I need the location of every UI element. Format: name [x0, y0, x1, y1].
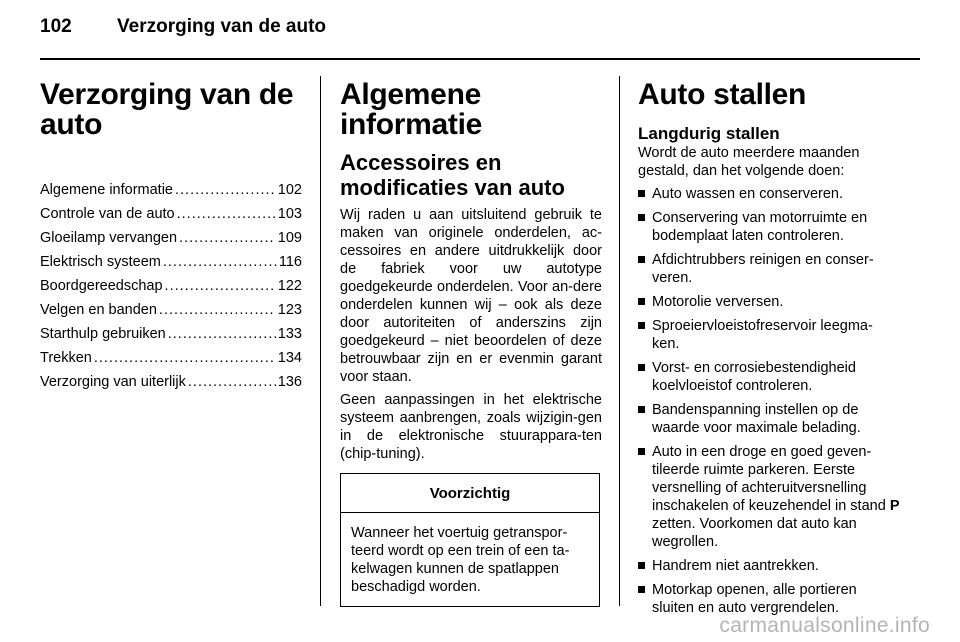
list-item: Motorolie verversen.: [638, 293, 900, 311]
toc-row[interactable]: Elektrisch systeem ..... 116: [40, 250, 302, 274]
watermark: carmanualsonline.info: [719, 614, 930, 637]
subsection-heading: Accessoires en modificaties van auto: [340, 150, 565, 200]
bullet-icon: [638, 298, 645, 305]
toc-row[interactable]: Trekken ..... 134: [40, 346, 302, 370]
storage-checklist: [638, 185, 900, 617]
page-header: [40, 16, 326, 38]
bullet-icon: [638, 214, 645, 221]
body-paragraph: Geen aanpassingen in het elektrische systeem aanbrengen, zoals wijzigin-gen in de elektronische stuurappara-ten (chip-tuning).: [340, 392, 602, 462]
column-divider-left: [320, 76, 321, 606]
column-contents: [40, 76, 302, 394]
body-paragraph: Wij raden u aan uitsluitend gebruik te maken van originele onderdelen, ac-cessoires en andere uitdrukkelijk door de fabriek voor uw autotype goedgekeurde onderdelen. Voor an-dere onderdelen kunnen wij – ook als deze door autoriteiten of anderszins zijn goedgekeurd – niet beoordelen of deze betrouwbaar zijn en er evenmin garant voor staan.: [340, 207, 602, 385]
table-of-contents: [40, 178, 302, 394]
header-title: Verzorging van de auto: [117, 16, 327, 37]
bullet-icon: [638, 448, 645, 455]
toc-row[interactable]: Velgen en banden ..... 123: [40, 298, 302, 322]
list-item: Bandenspanning instellen op de waarde voor maximale belading.: [638, 401, 900, 437]
bullet-icon: [638, 256, 645, 263]
caution-text: Wanneer het voertuig getranspor-teerd wordt op een trein of een ta-kelwagen kunnen de spatlappen beschadigd worden.: [351, 525, 570, 595]
section-heading: Algemene informatie: [340, 78, 483, 141]
bullet-icon: [638, 322, 645, 329]
toc-row[interactable]: Algemene informatie ..... 102: [40, 178, 302, 202]
toc-row[interactable]: Verzorging van uiterlijk ..... 136: [40, 370, 302, 394]
list-item: Conservering van motorruimte en bodemplaat laten controleren.: [638, 209, 900, 245]
list-item: Motorkap openen, alle portieren sluiten en auto vergrendelen.: [638, 581, 900, 617]
caution-title: Voorzichtig: [341, 474, 599, 513]
list-item: Auto wassen en conserveren.: [638, 185, 900, 203]
bullet-icon: [638, 364, 645, 371]
toc-row[interactable]: Boordgereedschap ..... 122: [40, 274, 302, 298]
list-item: Handrem niet aantrekken.: [638, 557, 900, 575]
list-item: Afdichtrubbers reinigen en conser-veren.: [638, 251, 900, 287]
column-storage: [638, 76, 900, 623]
toc-row[interactable]: Starthulp gebruiken ..... 133: [40, 322, 302, 346]
column-general-info: [340, 76, 602, 607]
chapter-heading: Verzorging van de auto: [40, 78, 294, 141]
list-item: Sproeiervloeistofreservoir leegma-ken.: [638, 317, 900, 353]
bullet-icon: [638, 562, 645, 569]
list-item: Auto in een droge en goed geven-tileerde ruimte parkeren. Eerste versnelling of achteruitversnelling inschakelen of keuzehendel in stand P zetten. Voorkomen dat auto kan wegrollen.: [638, 443, 900, 551]
bullet-icon: [638, 586, 645, 593]
column-divider-right: [619, 76, 620, 606]
bullet-icon: [638, 406, 645, 413]
bullet-icon: [638, 190, 645, 197]
toc-row[interactable]: Controle van de auto ..... 103: [40, 202, 302, 226]
header-rule: [40, 58, 920, 60]
caution-box: [340, 473, 600, 607]
subsection-heading: Langdurig stallen: [638, 124, 780, 143]
list-item: Vorst- en corrosiebestendigheid koelvloeistof controleren.: [638, 359, 900, 395]
section-heading: Auto stallen: [638, 78, 807, 111]
toc-row[interactable]: Gloeilamp vervangen ..... 109: [40, 226, 302, 250]
intro-paragraph: Wordt de auto meerdere maanden gestald, dan het volgende doen:: [638, 145, 860, 179]
page-number: 102: [40, 16, 72, 37]
